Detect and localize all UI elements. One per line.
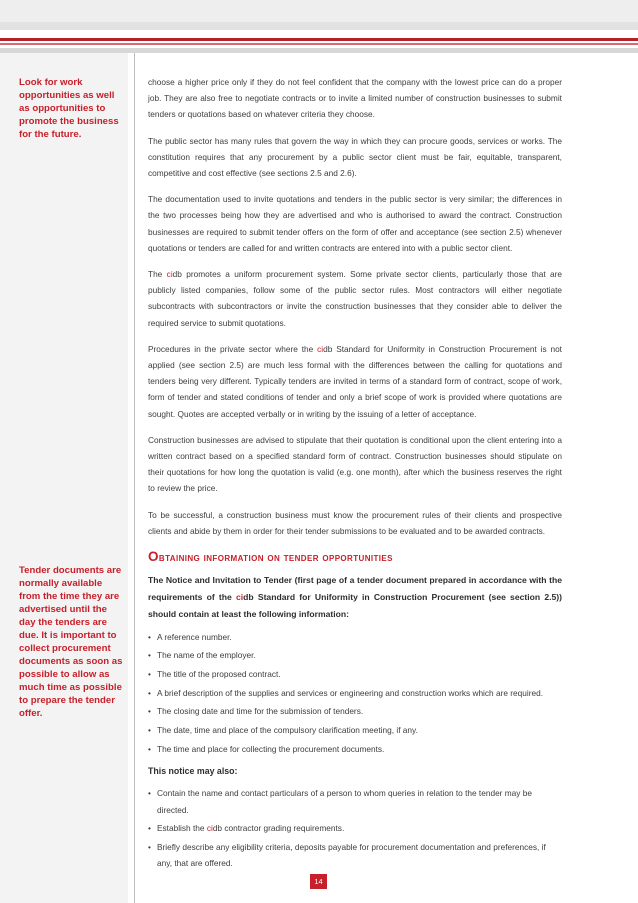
heading-text: btaining information on tender opportunities	[158, 552, 393, 565]
bullet-icon: •	[148, 841, 151, 852]
bullet-icon: •	[148, 669, 151, 680]
list-item	[148, 722, 562, 738]
list-item-text: A reference number.	[157, 631, 232, 642]
sidebar	[0, 53, 128, 903]
required-info-list	[148, 629, 562, 757]
list-item-text: Establish the cidb contractor grading requirements.	[157, 823, 345, 834]
list-item	[148, 666, 562, 682]
cidb-mark: ci	[166, 269, 173, 280]
list-item-text: Briefly describe any eligibility criteria, deposits payable for procurement documentation and preferences, if any, that are offered.	[157, 841, 546, 869]
bullet-icon: •	[148, 743, 151, 754]
paragraph: choose a higher price only if they do not feel confident that the company with the lowest price can do a proper job. They are also free to negotiate contracts or to invite a limited number of construction businesses to submit tenders or quotations based on whatever criteria they choose.	[148, 77, 562, 120]
bullet-icon: •	[148, 788, 151, 799]
cidb-mark: ci	[206, 823, 213, 834]
list-item-text: The closing date and time for the submission of tenders.	[157, 706, 364, 717]
list-item-text: The name of the employer.	[157, 650, 256, 661]
list-item	[148, 647, 562, 663]
bullet-icon: •	[148, 823, 151, 834]
heading-initial: O	[148, 549, 159, 565]
bullet-icon: •	[148, 687, 151, 698]
subheading: This notice may also:	[148, 766, 238, 777]
cidb-mark: ci	[235, 592, 244, 603]
header-red-rule-thin	[0, 43, 638, 45]
cidb-mark: ci	[317, 343, 324, 354]
main-content	[148, 74, 562, 877]
paragraph: Procedures in the private sector where the cidb Standard for Uniformity in Construction Procurement is not applied (see section 2.5) are much less formal with the differences between the calling for quotations and tenders being very different. Typically tenders are invited in terms of a standard form of contract, scope of work, form of tender and stated conditions of tender and only a brief scope of work is provided where quotations are sought. Quotes are accepted verbally or in writing by the issuing of a letter of acceptance.	[148, 343, 562, 419]
list-item-text: Contain the name and contact particulars of a person to whom queries in relation to the tender may be directed.	[157, 788, 532, 815]
column-divider	[134, 53, 135, 903]
sidebar-note-2: Tender documents are normally available from the time they are advertised until the day the tenders are due. It is important to collect procurement documents as soon as possible to allow as much time as possible to prepare the tender offer.	[19, 565, 123, 719]
notice-intro: The Notice and Invitation to Tender (first page of a tender document prepared in accordance with the requirements of the cidb Standard for Uniformity in Construction Procurement (see section 2.5)) should contain at least the following information:	[148, 575, 562, 619]
list-item	[148, 741, 562, 757]
list-item-text: A brief description of the supplies and services or engineering and construction works which are required.	[157, 687, 544, 698]
bullet-icon: •	[148, 725, 151, 736]
optional-info-list	[148, 785, 562, 871]
bullet-icon: •	[148, 631, 151, 642]
list-item	[148, 629, 562, 645]
paragraph: Construction businesses are advised to stipulate that their quotation is conditional upon the client entering into a written contract based on a specified standard form of contract. Construction businesses should stipulate on their quotations for how long the quotation is valid (e.g. one month), after which the business reserves the right to review the price.	[148, 434, 562, 494]
bullet-icon: •	[148, 650, 151, 661]
paragraph: The cidb promotes a uniform procurement system. Some private sector clients, particularly those that are publicly listed companies, follow some of the public sector rules. Most contractors will either negotiate subcontracts with subcontractors or invite the construction businesses that they consider able to deliver the required service to submit quotations.	[148, 269, 562, 328]
list-item	[148, 820, 562, 836]
list-item	[148, 785, 562, 817]
section-heading	[148, 549, 562, 566]
list-item-text: The title of the proposed contract.	[157, 669, 281, 680]
list-item	[148, 685, 562, 701]
header-band	[0, 0, 638, 22]
list-item-text: The date, time and place of the compulsory clarification meeting, if any.	[157, 725, 418, 736]
paragraph: The public sector has many rules that govern the way in which they can procure goods, services or works. The constitution requires that any procurement by a public sector client must be fair, equitable, transparent, competitive and cost effective (see sections 2.5 and 2.6).	[148, 135, 562, 179]
header-red-rule	[0, 38, 638, 41]
bullet-icon: •	[148, 706, 151, 717]
sidebar-note-1: Look for work opportunities as well as opportunities to promote the business for the future.	[19, 77, 119, 140]
paragraph: To be successful, a construction business must know the procurement rules of their clients and prospective clients and abide by them in order for their tender submissions to be evaluated and to be awarded contracts.	[148, 509, 562, 536]
paragraph: The documentation used to invite quotations and tenders in the public sector is very similar; the differences in the two processes being how they are advertised and who is authorised to award the contract. Construction businesses are required to submit tender offers on the form of offer and acceptance (see section 2.5) whenever quotations or tenders are called for and written contracts are entered into with a public sector client.	[148, 194, 562, 253]
list-item	[148, 839, 562, 871]
page-number: 14	[310, 874, 327, 889]
list-item-text: The time and place for collecting the procurement documents.	[157, 743, 385, 754]
header-shade	[0, 22, 638, 30]
list-item	[148, 703, 562, 719]
